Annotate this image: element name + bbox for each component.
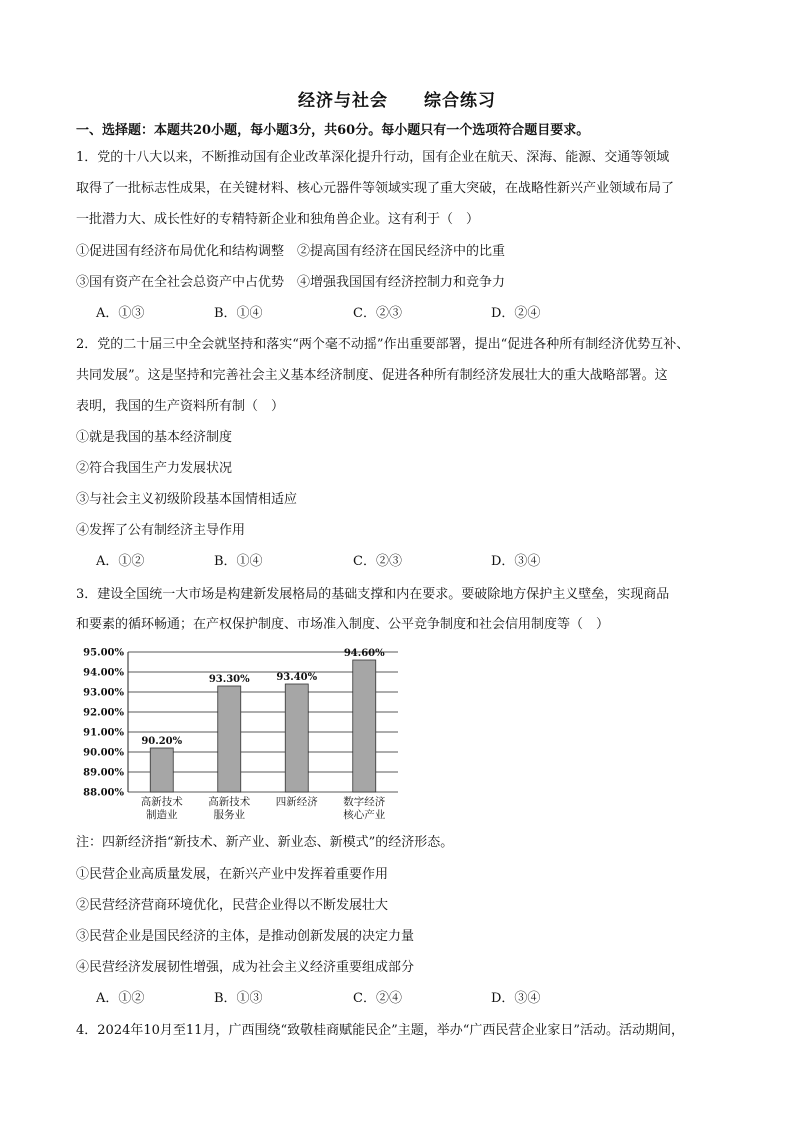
- y-tick-label: 94.00%: [83, 667, 124, 679]
- q3-statement-3: ③民营企业是国民经济的主体，是推动创新发展的决定力量: [76, 929, 415, 944]
- y-tick-label: 90.00%: [83, 747, 124, 759]
- y-tick-label: 91.00%: [83, 727, 124, 739]
- x-category-label: 数字经济: [343, 796, 386, 808]
- q1-line-3: 一批潜力大、成长性好的专精特新企业和独角兽企业。这有利于（ ）: [76, 212, 480, 227]
- x-category-label: 核心产业: [343, 809, 386, 821]
- y-tick-label: 95.00%: [83, 647, 124, 659]
- q1-option-c[interactable]: C．②③: [353, 306, 402, 321]
- y-tick-label: 89.00%: [83, 767, 124, 779]
- q3-line-1: 3．建设全国统一大市场是构建新发展格局的基础支撑和内在要求。要破除地方保护主义壁垒，实现商品: [76, 587, 670, 602]
- q2-statement-4: ④发挥了公有制经济主导作用: [76, 523, 246, 538]
- q2-option-a[interactable]: A．①②: [96, 554, 145, 569]
- q2-line-3: 表明，我国的生产资料所有制（ ）: [76, 399, 285, 414]
- bar-value-label: 94.60%: [343, 648, 385, 659]
- q2-option-b[interactable]: B．①④: [214, 554, 263, 569]
- q1-statements-2: ③国有资产在全社会总资产中占优势 ④增强我国国有经济控制力和竞争力: [76, 275, 506, 290]
- x-category-label: 四新经济: [275, 796, 318, 808]
- bar: [150, 748, 173, 792]
- bar-value-label: 90.20%: [141, 736, 183, 747]
- q2-statement-3: ③与社会主义初级阶段基本国情相适应: [76, 492, 298, 507]
- q2-option-c[interactable]: C．②③: [353, 554, 402, 569]
- section-heading: 一、选择题：本题共20小题，每小题3分，共60分。每小题只有一个选项符合题目要求。: [76, 123, 590, 138]
- x-category-label: 制造业: [146, 809, 178, 821]
- q1-line-2: 取得了一批标志性成果，在关键材料、核心元器件等领域实现了重大突破，在战略性新兴产业领域布局了: [76, 181, 675, 196]
- q2-statement-2: ②符合我国生产力发展状况: [76, 461, 233, 476]
- q2-line-1: 2．党的二十届三中全会就坚持和落实“两个毫不动摇”作出重要部署，提出“促进各种所有制经济优势互补、: [76, 337, 690, 352]
- title-part-a: 经济与社会: [298, 91, 388, 111]
- bar-value-label: 93.30%: [208, 674, 250, 685]
- bar: [285, 684, 308, 792]
- q3-option-a[interactable]: A．①②: [96, 991, 145, 1006]
- title-part-b: 综合练习: [424, 91, 496, 111]
- y-tick-label: 92.00%: [83, 707, 124, 719]
- q3-bar-chart: [74, 640, 414, 830]
- q3-option-d[interactable]: D．③④: [491, 991, 541, 1006]
- q2-line-2: 共同发展”。这是坚持和完善社会主义基本经济制度、促进各种所有制经济发展壮大的重大战略部署。这: [76, 368, 668, 383]
- q3-note: 注：四新经济指“新技术、新产业、新业态、新模式”的经济形态。: [76, 835, 454, 850]
- q1-option-a[interactable]: A．①③: [96, 306, 145, 321]
- q1-option-b[interactable]: B．①④: [214, 306, 263, 321]
- page-title: [0, 86, 794, 111]
- q3-line-2: 和要素的循环畅通；在产权保护制度、市场准入制度、公平竞争制度和社会信用制度等（ ）: [76, 617, 610, 632]
- q2-statement-1: ①就是我国的基本经济制度: [76, 430, 233, 445]
- q4-line-1: 4．2024年10月至11月，广西围绕“致敬桂商赋能民企”主题，举办“广西民营企业家日”活动。活动期间，: [76, 1023, 685, 1038]
- q3-statement-1: ①民营企业高质量发展，在新兴产业中发挥着重要作用: [76, 867, 389, 882]
- x-category-label: 高新技术: [140, 796, 183, 808]
- q1-line-1: 1．党的十八大以来，不断推动国有企业改革深化提升行动，国有企业在航天、深海、能源、交通等领域: [76, 150, 670, 165]
- x-category-label: 服务业: [213, 809, 245, 821]
- bar: [353, 660, 376, 792]
- q2-option-d[interactable]: D．③④: [491, 554, 541, 569]
- q3-option-b[interactable]: B．①③: [214, 991, 263, 1006]
- y-tick-label: 93.00%: [83, 687, 124, 699]
- q3-statement-2: ②民营经济营商环境优化，民营企业得以不断发展壮大: [76, 898, 389, 913]
- q3-option-c[interactable]: C．②④: [353, 991, 402, 1006]
- bar: [218, 686, 241, 792]
- q1-statements-1: ①促进国有经济布局优化和结构调整 ②提高国有经济在国民经济中的比重: [76, 244, 506, 259]
- x-category-label: 高新技术: [208, 796, 251, 808]
- q1-option-d[interactable]: D．②④: [491, 306, 541, 321]
- q3-statement-4: ④民营经济发展韧性增强，成为社会主义经济重要组成部分: [76, 960, 415, 975]
- y-tick-label: 88.00%: [83, 787, 124, 799]
- bar-value-label: 93.40%: [276, 672, 318, 683]
